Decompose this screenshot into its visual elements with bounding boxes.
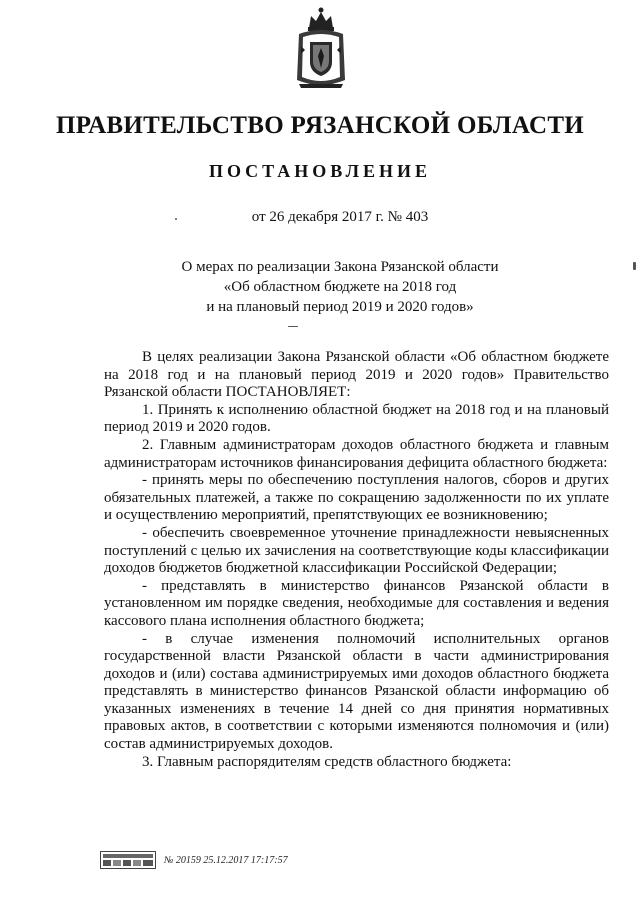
subject-line: и на плановый период 2019 и 2020 годов» — [206, 299, 474, 315]
body-paragraph: - представлять в министерство финансов Рязанской области в установленном им порядке сведения, необходимые для составления и ведения кассового плана исполнения областного бюджета; — [104, 577, 609, 629]
body-paragraph: 3. Главным распорядителям средств областного бюджета: — [142, 753, 512, 770]
subject-line: «Об областном бюджете на 2018 год — [223, 279, 457, 295]
coat-of-arms-emblem — [293, 6, 349, 92]
body-paragraph: В целях реализации Закона Рязанской области «Об областном бюджете на 2018 год и на плановый период 2019 и 2020 годов» Правительство Рязанской области ПОСТАНОВЛЯЕТ: — [104, 349, 609, 401]
registration-footer — [100, 850, 288, 870]
body-paragraph: - принять меры по обеспечению поступления налогов, сборов и других обязательных платежей, а также по сокращению задолженности по их уплате и осуществлению мероприятий, препятствующих ее возникновению; — [104, 472, 609, 524]
subject-line: О мерах по реализации Закона Рязанской области — [181, 259, 499, 275]
body-paragraph: 2. Главным администраторам доходов областного бюджета и главным администраторам источников финансирования дефицита областного бюджета: — [104, 436, 609, 471]
document-subject — [160, 257, 520, 317]
government-title: ПРАВИТЕЛЬСТВО РЯЗАНСКОЙ ОБЛАСТИ — [55, 112, 585, 139]
document-type: ПОСТАНОВЛЕНИЕ — [208, 161, 432, 181]
scan-speck — [633, 262, 636, 270]
body-paragraph: - обеспечить своевременное уточнение принадлежности невыясненных поступлений с целью их зачисления на соответствующие коды классификации доходов бюджетов бюджетной классификации Российской Федерации; — [104, 524, 609, 577]
body-paragraph: - в случае изменения полномочий исполнительных органов государственной власти Рязанской области в части администрирования доходов и (или) состава администрируемых ими доходов областного бюджета представлять в министерство финансов Рязанской области информацию об указанных изменениях в течение 14 дней со дня принятия нормативных правовых актов, в соответствии с которыми изменяются полномочия и (или) состав администрируемых доходов. — [104, 630, 609, 753]
body-paragraph: 1. Принять к исполнению областной бюджет на 2018 год и на плановый период 2019 и 2020 годов. — [104, 401, 609, 436]
scan-speck — [175, 218, 177, 220]
document-body — [104, 349, 609, 771]
registry-stamp-image — [100, 851, 156, 869]
scan-speck — [288, 326, 298, 327]
registration-number: № 20159 25.12.2017 17:17:57 — [164, 854, 288, 866]
date-number-line: от 26 декабря 2017 г. № 403 — [251, 209, 429, 225]
